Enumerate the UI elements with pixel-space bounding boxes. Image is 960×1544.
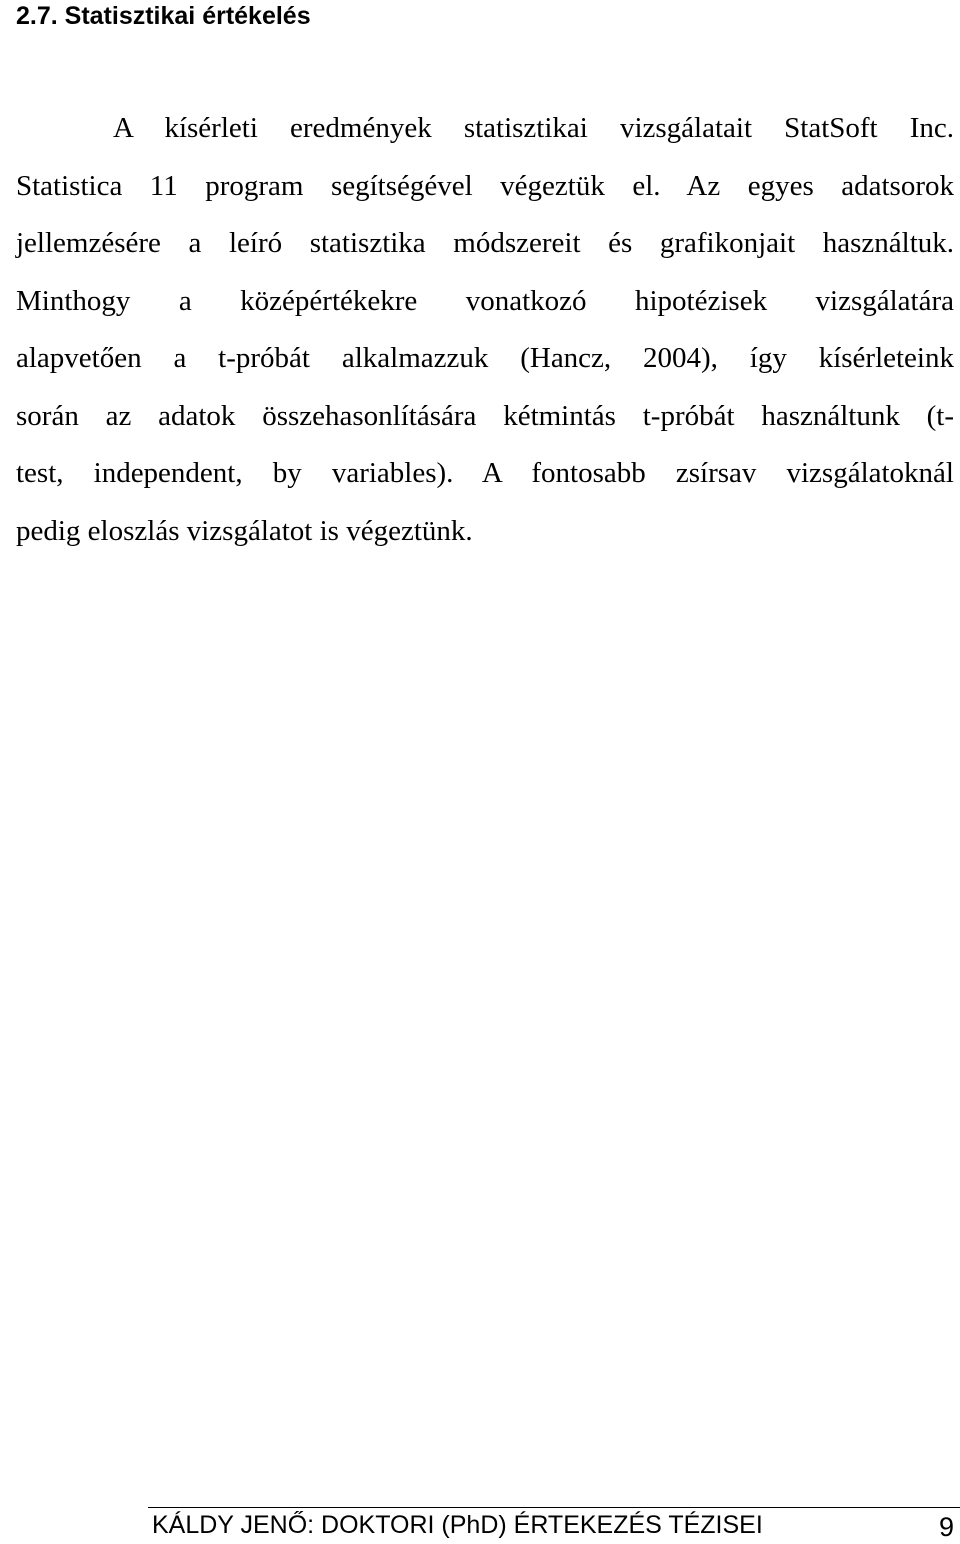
footer-running-title: KÁLDY JENŐ: DOKTORI (PhD) ÉRTEKEZÉS TÉZISEI — [152, 1511, 763, 1539]
paragraph-line: A kísérleti eredmények statisztikai vizsgálatait StatSoft Inc. — [113, 112, 954, 144]
page-footer — [148, 1507, 960, 1544]
paragraph-line: során az adatok összehasonlítására kétmintás t-próbát használtunk (t- — [16, 399, 954, 432]
page-number: 9 — [938, 1512, 954, 1542]
section-heading: 2.7. Statisztikai értékelés — [16, 2, 311, 30]
paragraph-line: Minthogy a középértékekre vonatkozó hipotézisek vizsgálatára — [16, 284, 954, 317]
paragraph-line: pedig eloszlás vizsgálatot is végeztünk. — [16, 514, 473, 547]
paragraph — [16, 100, 954, 560]
paragraph-line: jellemzésére a leíró statisztika módszereit és grafikonjait használtuk. — [16, 227, 954, 259]
paragraph-line: alapvetően a t-próbát alkalmazzuk (Hancz, 2004), így kísérleteink — [16, 342, 954, 374]
paragraph-line: test, independent, by variables). A fontosabb zsírsav vizsgálatoknál — [16, 457, 954, 489]
paragraph-line: Statistica 11 program segítségével végeztük el. Az egyes adatsorok — [16, 169, 954, 202]
